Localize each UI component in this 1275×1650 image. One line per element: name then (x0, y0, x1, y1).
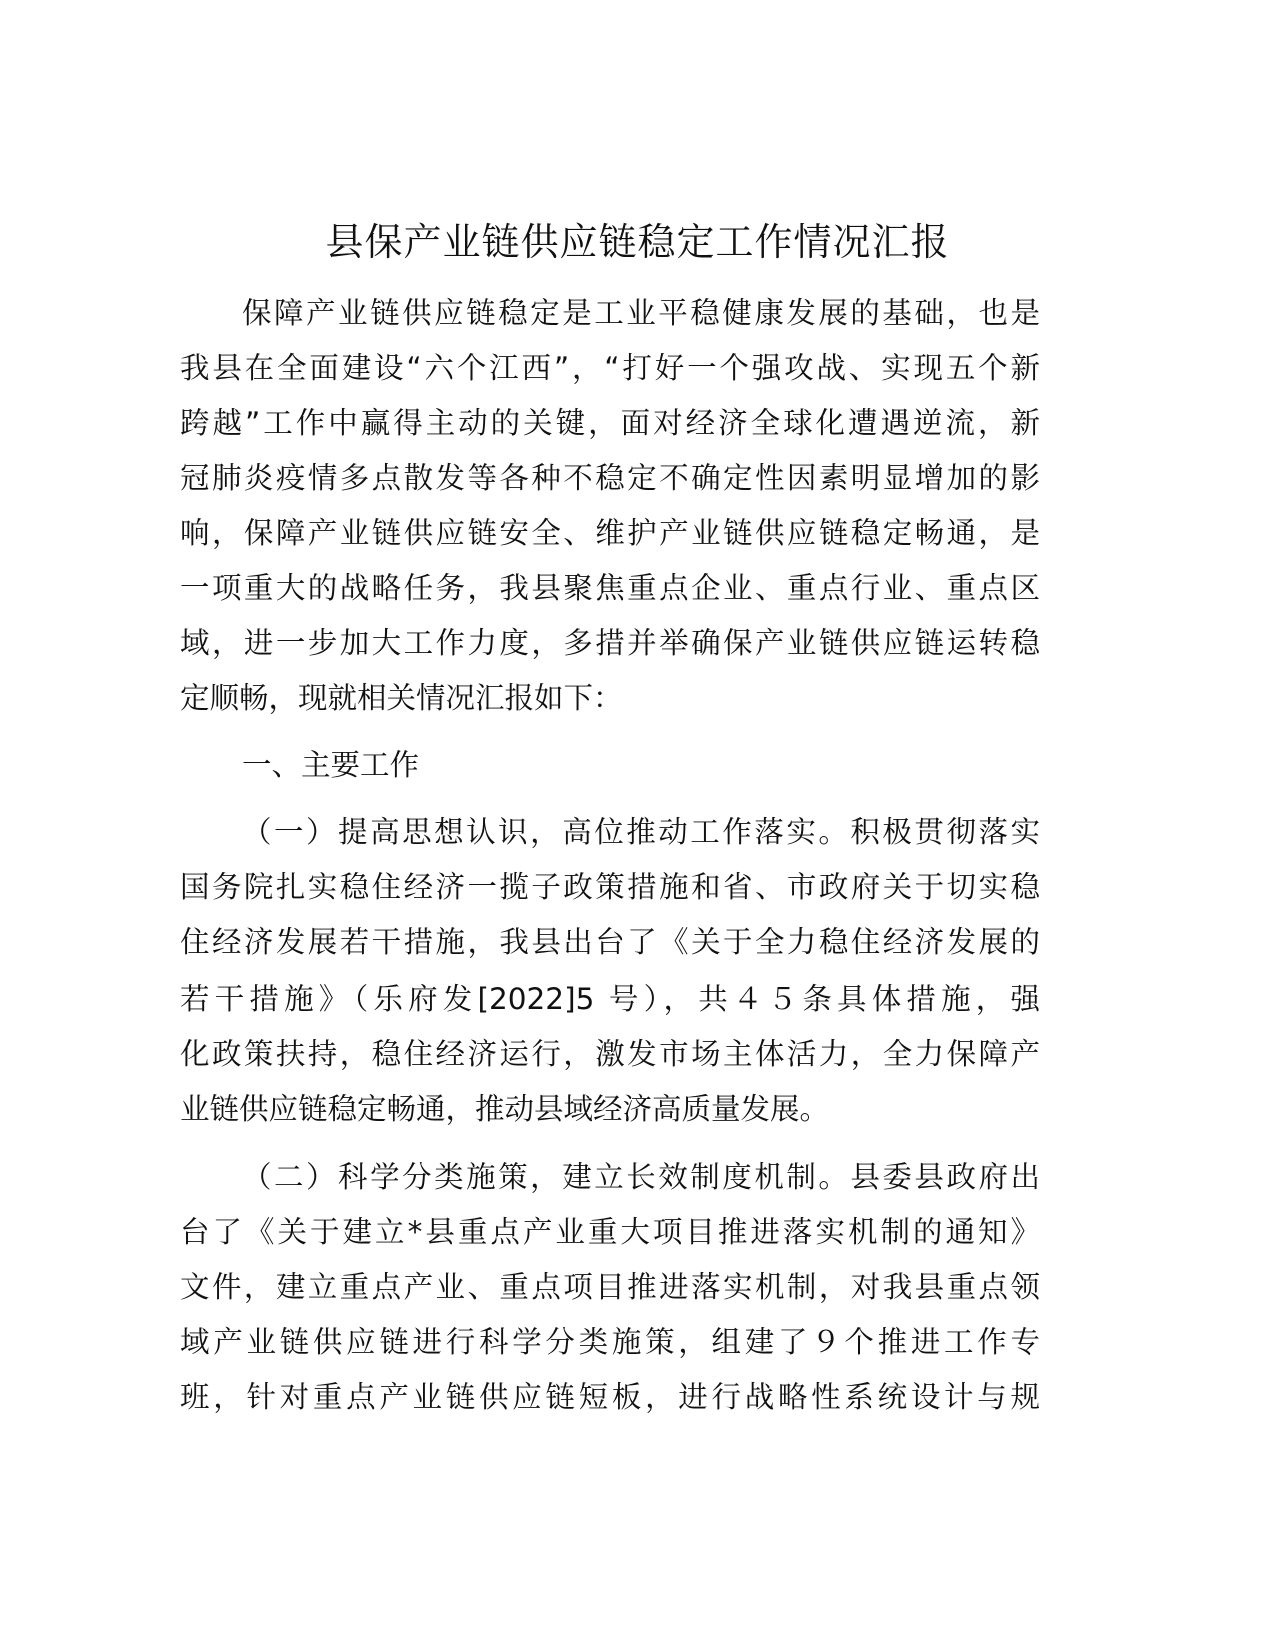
paragraph-two-line-3: 文件，建立重点产业、重点项目推进落实机制，对我县重点领 (180, 1270, 1040, 1304)
paragraph-intro-line-2: 我县在全面建设“六个江西”，“打好一个强攻战、实现五个新 (180, 351, 1040, 385)
paragraph-one-line-4: 若干措施》（乐府发[2022]5 号），共４５条具体措施，强 (180, 982, 1040, 1016)
paragraph-one-line-2: 国务院扎实稳住经济一揽子政策措施和省、市政府关于切实稳 (180, 870, 1040, 904)
paragraph-intro-line-3: 跨越”工作中赢得主动的关键，面对经济全球化遭遇逆流，新 (180, 406, 1040, 440)
paragraph-one-line-6: 业链供应链稳定畅通，推动县域经济高质量发展。 (180, 1092, 830, 1126)
paragraph-two-line-5: 班，针对重点产业链供应链短板，进行战略性系统设计与规 (180, 1380, 1040, 1414)
section-heading-main-work: 一、主要工作 (242, 748, 420, 782)
paragraph-intro-line-7: 域，进一步加大工作力度，多措并举确保产业链供应链运转稳 (180, 626, 1040, 660)
paragraph-one-line-3: 住经济发展若干措施，我县出台了《关于全力稳住经济发展的 (180, 925, 1040, 959)
paragraph-intro-line-4: 冠肺炎疫情多点散发等各种不稳定不确定性因素明显增加的影 (180, 461, 1040, 495)
document-title: 县保产业链供应链稳定工作情况汇报 (325, 220, 950, 264)
paragraph-one-line-1: （一）提高思想认识，高位推动工作落实。积极贯彻落实 (242, 815, 1040, 849)
paragraph-two-line-1: （二）科学分类施策，建立长效制度机制。县委县政府出 (242, 1160, 1040, 1194)
paragraph-intro-line-6: 一项重大的战略任务，我县聚焦重点企业、重点行业、重点区 (180, 571, 1040, 605)
paragraph-one-line-5: 化政策扶持，稳住经济运行，激发市场主体活力，全力保障产 (180, 1037, 1040, 1071)
paragraph-intro-line-8: 定顺畅，现就相关情况汇报如下： (180, 681, 623, 715)
paragraph-intro-line-1: 保障产业链供应链稳定是工业平稳健康发展的基础，也是 (242, 296, 1040, 330)
paragraph-two-line-2: 台了《关于建立*县重点产业重大项目推进落实机制的通知》 (180, 1215, 1040, 1249)
paragraph-two-line-4: 域产业链供应链进行科学分类施策，组建了９个推进工作专 (180, 1325, 1040, 1359)
paragraph-intro-line-5: 响，保障产业链供应链安全、维护产业链供应链稳定畅通，是 (180, 516, 1040, 550)
